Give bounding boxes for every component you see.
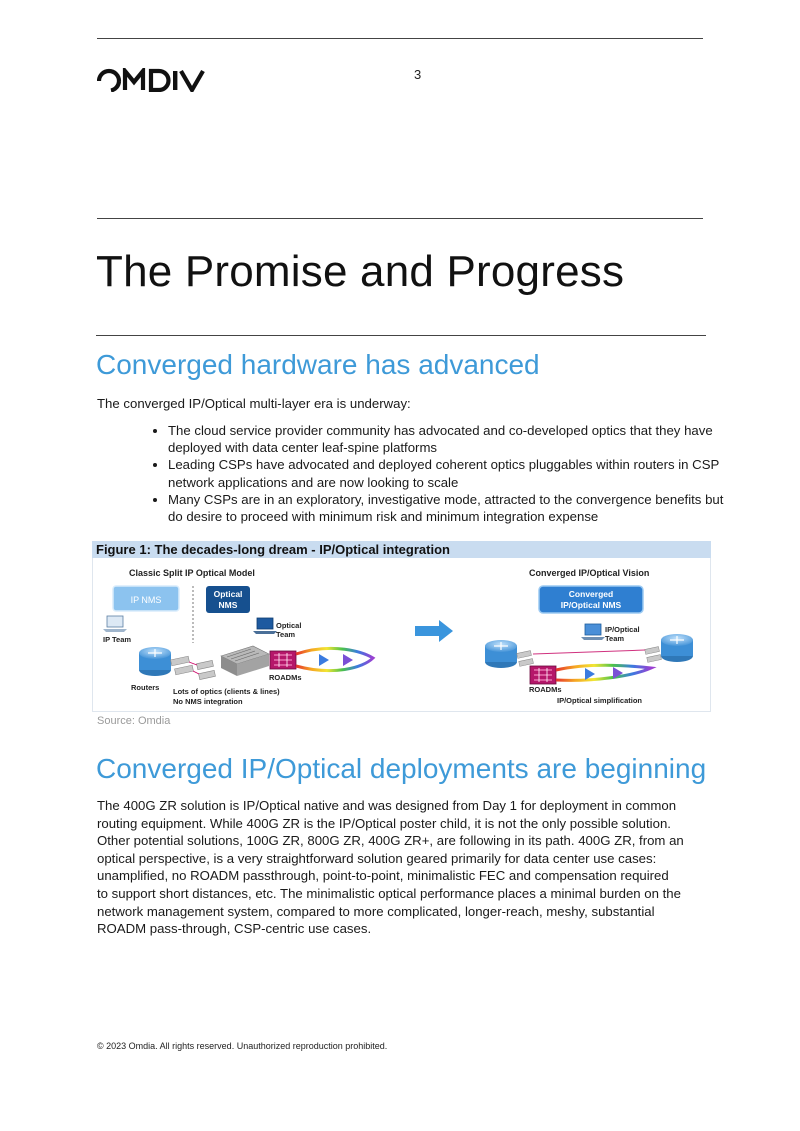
paragraph-line: ROADM pass-through, CSP-centric use cases. — [97, 921, 372, 937]
pluggable-icon — [645, 647, 660, 655]
left-note-1: Lots of optics (clients & lines) — [173, 687, 280, 696]
right-note: IP/Optical simplification — [557, 696, 643, 705]
laptop-icon — [253, 618, 277, 634]
laptop-icon — [581, 624, 605, 640]
omdia-logo — [97, 68, 205, 92]
laptop-icon — [103, 616, 127, 632]
bullet-item: • Leading CSPs have advocated and deployed coherent optics pluggables within routers in CSP network applications and are now looking to scale — [168, 456, 734, 490]
transition-arrow-icon — [415, 620, 453, 642]
paragraph-line: unamplified, no ROADM passthrough, point-to-point, minimalistic FEC and compensation required — [97, 868, 669, 884]
converged-nms-label-1: Converged — [568, 589, 614, 599]
pluggable-icon — [519, 659, 534, 667]
ip-nms-label: IP NMS — [130, 595, 162, 605]
optical-team-label-2: Team — [276, 630, 296, 639]
router-icon — [661, 634, 693, 662]
paragraph-line: optical perspective, is a very straightforward solution geared primarily for data center use cases: — [97, 850, 657, 866]
paragraph-line: The 400G ZR solution is IP/Optical native and was designed from Day 1 for deployment in common — [97, 798, 677, 813]
section2-paragraph — [97, 797, 709, 938]
router-icon — [485, 640, 517, 668]
figure-diagram — [92, 558, 711, 712]
optical-nms-label-1: Optical — [213, 589, 243, 599]
bullet-item: • Many CSPs are in an exploratory, investigative mode, attracted to the convergence benefits but do desire to proceed with minimum risk and minimum integration expense — [168, 491, 734, 525]
amplifier-icon — [343, 654, 353, 666]
roadm-icon — [530, 666, 556, 684]
optical-fiber-loop — [556, 665, 651, 680]
paragraph-line: routing equipment. While 400G ZR is the IP/Optical poster child, it is not the only possible solution. — [97, 815, 671, 831]
ip-optical-diagram — [93, 558, 710, 711]
optical-team-label-1: Optical — [276, 621, 302, 630]
roadm-icon — [270, 651, 296, 669]
converged-nms-label-2: IP/Optical NMS — [560, 600, 622, 610]
pluggable-icon — [517, 651, 532, 659]
transponder-chassis — [221, 646, 269, 676]
paragraph-line: to support short distances, etc. The minimalistic optical performance places a minimal burden on the — [97, 885, 681, 901]
section-heading-deployments: Converged IP/Optical deployments are beginning — [96, 753, 707, 784]
header-top-rule — [97, 38, 703, 39]
page-title: The Promise and Progress — [96, 247, 625, 296]
direct-link-line — [533, 650, 645, 654]
title-top-rule — [97, 218, 703, 219]
section-heading-hardware: Converged hardware has advanced — [96, 349, 540, 380]
paragraph-line: Other potential solutions, 100G ZR, 800G ZR, 400G ZR+, are following in its path. 400G ZR, from an — [97, 833, 684, 849]
routers-label: Routers — [131, 683, 160, 692]
ip-team-label: IP Team — [103, 635, 132, 644]
right-title: Converged IP/Optical Vision — [529, 568, 650, 578]
pluggable-icon — [647, 655, 662, 663]
figure-source: Source: Omdia — [97, 715, 171, 727]
copyright-footer: © 2023 Omdia. All rights reserved. Unauthorized reproduction prohibited. — [97, 1041, 388, 1051]
paragraph-line: network management system, compared to more complicated, longer-reach, meshy, substantial — [97, 903, 655, 919]
optical-fiber-loop — [296, 648, 373, 670]
roadms-label-right: ROADMs — [529, 685, 562, 694]
section-intro: The converged IP/Optical multi-layer era is underway: — [97, 396, 411, 411]
page-number: 3 — [414, 67, 422, 82]
left-title: Classic Split IP Optical Model — [129, 568, 255, 578]
ipoptical-team-label-1: IP/Optical — [605, 625, 640, 634]
bullet-list — [140, 422, 734, 525]
figure-caption: Figure 1: The decades-long dream - IP/Optical integration — [92, 541, 711, 558]
ipoptical-team-label-2: Team — [605, 634, 625, 643]
title-bottom-rule — [96, 335, 706, 336]
router-icon — [139, 647, 171, 676]
optical-nms-label-2: NMS — [218, 600, 238, 610]
bullet-item: • The cloud service provider community has advocated and co-developed optics that they have deployed with data center leaf-spine platforms — [168, 422, 734, 456]
roadms-label-left: ROADMs — [269, 673, 302, 682]
optics-pluggables — [171, 656, 216, 679]
left-note-2: No NMS integration — [173, 697, 243, 706]
amplifier-icon — [319, 654, 329, 666]
